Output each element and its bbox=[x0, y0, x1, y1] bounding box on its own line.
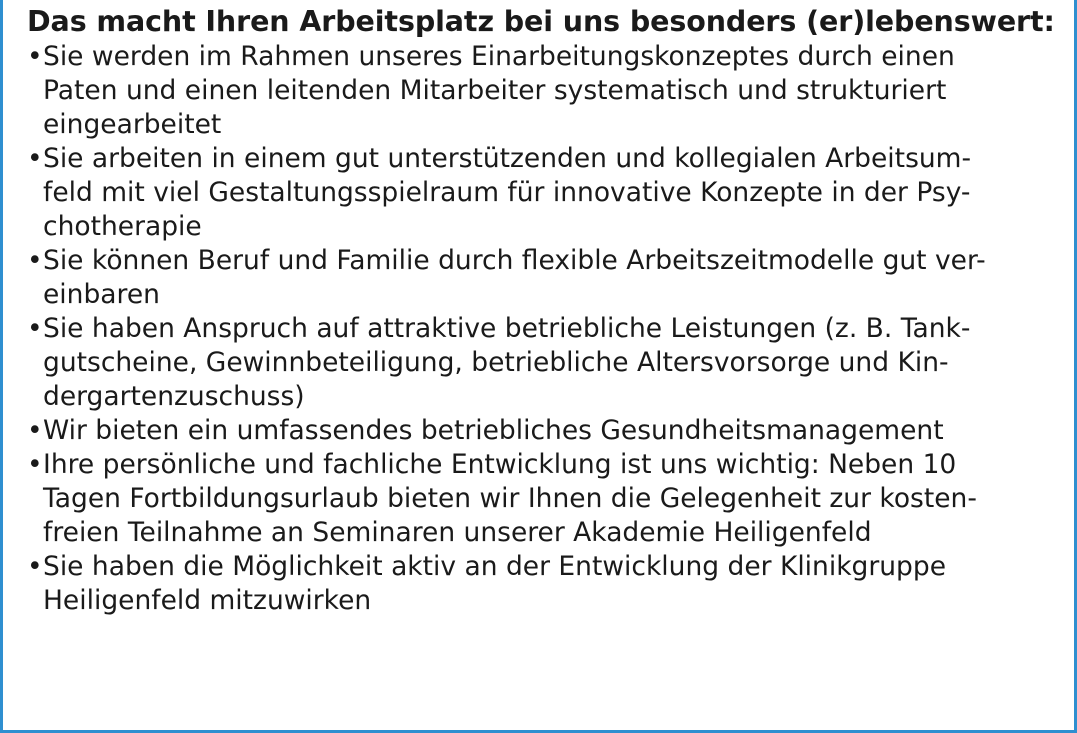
benefit-text-line: dergartenzuschuss) bbox=[43, 381, 305, 412]
benefit-text-line: eingearbeitet bbox=[43, 109, 222, 140]
benefits-list bbox=[27, 40, 1067, 618]
benefit-text-line: Tagen Fortbildungsurlaub bieten wir Ihnen die Gelegenheit zur kosten- bbox=[43, 483, 977, 514]
benefit-text-line: Wir bieten ein umfassendes betriebliches Gesundheitsmanagement bbox=[43, 415, 944, 446]
benefit-text-line: Sie haben die Möglichkeit aktiv an der Entwicklung der Klinikgruppe bbox=[43, 551, 947, 582]
benefit-item bbox=[27, 448, 1067, 550]
benefit-text-line: Sie arbeiten in einem gut unterstützenden und kollegialen Arbeitsum- bbox=[43, 143, 972, 174]
benefit-text-line: Heiligenfeld mitzuwirken bbox=[43, 585, 372, 616]
benefit-item bbox=[27, 550, 1067, 618]
benefit-text-line: freien Teilnahme an Seminaren unserer Akademie Heiligenfeld bbox=[43, 517, 872, 548]
bullet-icon: • bbox=[27, 41, 43, 72]
benefit-item bbox=[27, 414, 1067, 448]
benefit-text-line: feld mit viel Gestaltungsspielraum für innovative Konzepte in der Psy- bbox=[43, 177, 971, 208]
bullet-icon: • bbox=[27, 449, 43, 480]
benefit-text-line: Sie können Beruf und Familie durch flexible Arbeitszeitmodelle gut ver- bbox=[43, 245, 986, 276]
bullet-icon: • bbox=[27, 415, 43, 446]
benefit-text-line: Paten und einen leitenden Mitarbeiter systematisch und strukturiert bbox=[43, 75, 947, 106]
benefit-item bbox=[27, 142, 1067, 244]
benefits-heading: Das macht Ihren Arbeitsplatz bei uns besonders (er)lebenswert: bbox=[27, 5, 1055, 38]
benefit-text-line: Sie werden im Rahmen unseres Einarbeitungskonzeptes durch einen bbox=[43, 41, 955, 72]
benefit-text-line: Sie haben Anspruch auf attraktive betriebliche Leistungen (z. B. Tank- bbox=[43, 313, 971, 344]
bullet-icon: • bbox=[27, 313, 43, 344]
bullet-icon: • bbox=[27, 245, 43, 276]
benefit-text-line: einbaren bbox=[43, 279, 160, 310]
benefit-item bbox=[27, 312, 1067, 414]
bullet-icon: • bbox=[27, 143, 43, 174]
benefit-text-line: gutscheine, Gewinnbeteiligung, betriebliche Altersvorsorge und Kin- bbox=[43, 347, 949, 378]
benefit-item bbox=[27, 40, 1067, 142]
benefit-item bbox=[27, 244, 1067, 312]
benefit-text-line: Ihre persönliche und fachliche Entwicklung ist uns wichtig: Neben 10 bbox=[43, 449, 957, 480]
benefits-section bbox=[27, 4, 1067, 618]
bullet-icon: • bbox=[27, 551, 43, 582]
benefit-text-line: chotherapie bbox=[43, 211, 202, 242]
